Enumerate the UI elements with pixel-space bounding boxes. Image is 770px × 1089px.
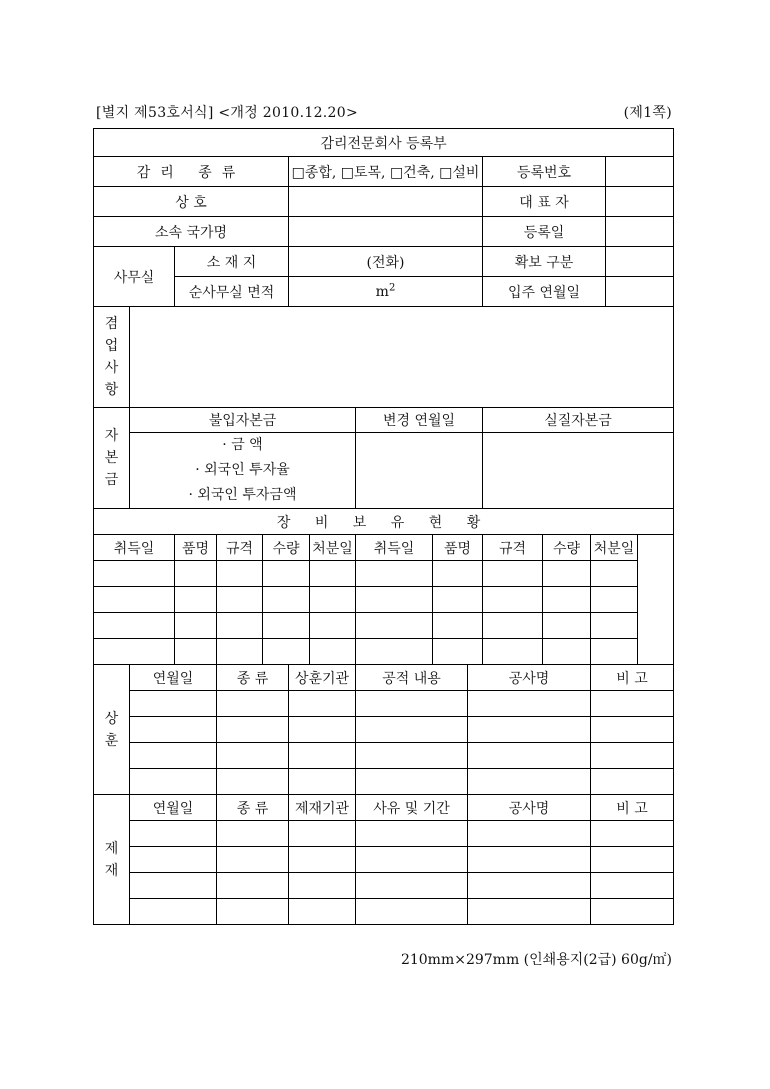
awards-cell[interactable] — [130, 743, 217, 769]
change-date-field[interactable] — [356, 433, 483, 509]
move-in-date-label: 입주 연월일 — [483, 277, 606, 307]
sanctions-col-remarks: 비 고 — [591, 795, 674, 821]
equipment-cell[interactable] — [175, 639, 217, 665]
equipment-col-item: 품명 — [175, 535, 217, 561]
secure-type-label: 확보 구분 — [483, 247, 606, 277]
sanctions-row — [94, 899, 674, 925]
registration-date-label: 등록일 — [483, 217, 606, 247]
equipment-cell[interactable] — [543, 639, 591, 665]
sanctions-cell[interactable] — [217, 873, 289, 899]
awards-cell[interactable] — [591, 717, 674, 743]
move-in-date-field[interactable] — [606, 277, 674, 307]
sanctions-col-type: 종 류 — [217, 795, 289, 821]
equipment-cell[interactable] — [356, 639, 433, 665]
location-field[interactable] — [289, 247, 483, 277]
equipment-cell[interactable] — [543, 587, 591, 613]
country-label: 소속 국가명 — [94, 217, 289, 247]
sanctions-cell[interactable] — [130, 821, 217, 847]
awards-row — [94, 743, 674, 769]
sanctions-row — [94, 873, 674, 899]
side-business-label: 겸 업 사 항 — [94, 307, 130, 408]
equipment-row — [94, 639, 674, 665]
net-office-area-label: 순사무실 면적 — [175, 277, 289, 307]
page-number-label: (제1쪽) — [623, 105, 672, 121]
sanctions-cell[interactable] — [217, 821, 289, 847]
awards-cell[interactable] — [217, 743, 289, 769]
real-capital-field[interactable] — [483, 433, 674, 509]
sanctions-cell[interactable] — [468, 847, 591, 873]
awards-cell[interactable] — [217, 717, 289, 743]
equipment-row — [94, 613, 674, 639]
awards-cell[interactable] — [130, 769, 217, 795]
equipment-cell[interactable] — [217, 561, 263, 587]
awards-cell[interactable] — [289, 743, 356, 769]
sanctions-cell[interactable] — [468, 899, 591, 925]
awards-cell[interactable] — [591, 691, 674, 717]
equipment-cell[interactable] — [263, 561, 310, 587]
equipment-cell[interactable] — [94, 561, 175, 587]
equipment-cell[interactable] — [310, 639, 356, 665]
sanctions-cell[interactable] — [289, 821, 356, 847]
equipment-cell[interactable] — [543, 613, 591, 639]
foreign-investment-amount-item: · 외국인 투자금액 — [188, 487, 297, 503]
equipment-cell[interactable] — [591, 561, 638, 587]
awards-cell[interactable] — [356, 691, 468, 717]
equipment-cell[interactable] — [175, 561, 217, 587]
form-title: 감리전문회사 등록부 — [94, 129, 674, 157]
awards-row — [94, 769, 674, 795]
equipment-cell[interactable] — [433, 561, 483, 587]
sanctions-cell[interactable] — [591, 847, 674, 873]
trade-name-field[interactable] — [289, 187, 483, 217]
supervision-type-label: 감리 종류 — [94, 157, 289, 187]
sanctions-cell[interactable] — [289, 899, 356, 925]
awards-cell[interactable] — [356, 769, 468, 795]
net-office-area-field[interactable] — [289, 277, 483, 307]
capital-amount-item: · 금 액 — [222, 437, 263, 453]
equipment-col-dispose-date: 처분일 — [310, 535, 356, 561]
registration-number-field[interactable] — [606, 157, 674, 187]
awards-cell[interactable] — [468, 743, 591, 769]
office-label: 사무실 — [94, 247, 175, 307]
equipment-cell[interactable] — [310, 561, 356, 587]
equipment-col-spec: 규격 — [217, 535, 263, 561]
trade-name-label: 상 호 — [94, 187, 289, 217]
awards-cell[interactable] — [356, 717, 468, 743]
equipment-cell[interactable] — [217, 613, 263, 639]
equipment-cell[interactable] — [543, 561, 591, 587]
sanctions-cell[interactable] — [356, 873, 468, 899]
equipment-cell[interactable] — [591, 587, 638, 613]
awards-row — [94, 691, 674, 717]
secure-type-field[interactable] — [606, 247, 674, 277]
paid-in-capital-label: 불입자본금 — [130, 408, 356, 433]
equipment-cell[interactable] — [591, 639, 638, 665]
equipment-cell[interactable] — [94, 587, 175, 613]
change-date-label: 변경 연월일 — [356, 408, 483, 433]
sanctions-cell[interactable] — [591, 821, 674, 847]
equipment-cell[interactable] — [591, 613, 638, 639]
equipment-cell[interactable] — [356, 587, 433, 613]
awards-cell[interactable] — [468, 717, 591, 743]
equipment-cell[interactable] — [356, 561, 433, 587]
supervision-type-options[interactable]: □종합, □토목, □건축, □설비 — [289, 157, 483, 187]
equipment-cell[interactable] — [94, 639, 175, 665]
equipment-cell[interactable] — [263, 613, 310, 639]
awards-col-remarks: 비 고 — [591, 665, 674, 691]
equipment-col-acquire-date-2: 취득일 — [356, 535, 433, 561]
equipment-cell[interactable] — [433, 613, 483, 639]
equipment-row — [94, 587, 674, 613]
location-label: 소 재 지 — [175, 247, 289, 277]
registration-form-table — [93, 128, 674, 925]
equipment-col-qty-2: 수량 — [543, 535, 591, 561]
awards-cell[interactable] — [591, 743, 674, 769]
awards-col-project: 공사명 — [468, 665, 591, 691]
awards-col-type: 종 류 — [217, 665, 289, 691]
awards-cell[interactable] — [289, 717, 356, 743]
sanctions-cell[interactable] — [591, 899, 674, 925]
representative-label: 대 표 자 — [483, 187, 606, 217]
awards-cell[interactable] — [356, 743, 468, 769]
capital-label: 자 본 금 — [94, 408, 130, 509]
area-unit: $m^2$ — [375, 282, 396, 301]
equipment-cell[interactable] — [94, 613, 175, 639]
sanctions-cell[interactable] — [591, 873, 674, 899]
sanctions-cell[interactable] — [468, 821, 591, 847]
equipment-cell[interactable] — [310, 613, 356, 639]
paper-spec-footer: 210mm×297mm (인쇄용지(2급) 60g/㎡) — [400, 952, 672, 968]
equipment-cell[interactable] — [356, 613, 433, 639]
equipment-cell[interactable] — [483, 587, 543, 613]
awards-cell[interactable] — [591, 769, 674, 795]
equipment-col-spec-2: 규격 — [483, 535, 543, 561]
sanctions-cell[interactable] — [130, 899, 217, 925]
equipment-col-qty: 수량 — [263, 535, 310, 561]
awards-label: 상 훈 — [94, 665, 130, 795]
equipment-col-item-2: 품명 — [433, 535, 483, 561]
awards-cell[interactable] — [468, 691, 591, 717]
awards-cell[interactable] — [468, 769, 591, 795]
sanctions-cell[interactable] — [356, 899, 468, 925]
equipment-section-title: 장 비 보 유 현 황 — [94, 509, 674, 535]
paid-in-capital-field[interactable] — [130, 433, 356, 509]
representative-field[interactable] — [606, 187, 674, 217]
sanctions-cell[interactable] — [130, 847, 217, 873]
registration-number-label: 등록번호 — [483, 157, 606, 187]
sanctions-label: 제 재 — [94, 795, 130, 925]
awards-col-agency: 상훈기관 — [289, 665, 356, 691]
equipment-cell[interactable] — [483, 561, 543, 587]
equipment-cell[interactable] — [310, 587, 356, 613]
sanctions-col-reason: 사유 및 기간 — [356, 795, 468, 821]
equipment-col-dispose-date-2: 처분일 — [591, 535, 638, 561]
country-field[interactable] — [289, 217, 483, 247]
sanctions-row — [94, 847, 674, 873]
real-capital-label: 실질자본금 — [483, 408, 674, 433]
sanctions-cell[interactable] — [217, 899, 289, 925]
sanctions-row — [94, 821, 674, 847]
awards-cell[interactable] — [217, 691, 289, 717]
sanctions-cell[interactable] — [356, 847, 468, 873]
registration-date-field[interactable] — [606, 217, 674, 247]
sanctions-cell[interactable] — [356, 821, 468, 847]
form-number-label: [별지 제53호서식] <개정 2010.12.20> — [96, 105, 358, 121]
equipment-cell[interactable] — [217, 587, 263, 613]
sanctions-col-agency: 제재기관 — [289, 795, 356, 821]
equipment-cell[interactable] — [483, 613, 543, 639]
awards-cell[interactable] — [130, 717, 217, 743]
sanctions-col-project: 공사명 — [468, 795, 591, 821]
awards-col-merit: 공적 내용 — [356, 665, 468, 691]
sanctions-cell[interactable] — [217, 847, 289, 873]
awards-col-date: 연월일 — [130, 665, 217, 691]
sanctions-col-date: 연월일 — [130, 795, 217, 821]
equipment-row — [94, 561, 674, 587]
sanctions-cell[interactable] — [289, 873, 356, 899]
awards-row — [94, 717, 674, 743]
equipment-col-acquire-date: 취득일 — [94, 535, 175, 561]
awards-cell[interactable] — [217, 769, 289, 795]
awards-cell[interactable] — [289, 691, 356, 717]
equipment-cell[interactable] — [433, 639, 483, 665]
equipment-cell[interactable] — [433, 587, 483, 613]
equipment-cell[interactable] — [217, 639, 263, 665]
awards-cell[interactable] — [289, 769, 356, 795]
phone-label: (전화) — [366, 254, 405, 271]
equipment-cell[interactable] — [263, 587, 310, 613]
sanctions-cell[interactable] — [468, 873, 591, 899]
sanctions-cell[interactable] — [130, 873, 217, 899]
awards-cell[interactable] — [130, 691, 217, 717]
equipment-cell[interactable] — [175, 587, 217, 613]
side-business-field[interactable] — [130, 307, 674, 408]
sanctions-cell[interactable] — [289, 847, 356, 873]
equipment-cell[interactable] — [175, 613, 217, 639]
equipment-cell[interactable] — [483, 639, 543, 665]
equipment-cell[interactable] — [263, 639, 310, 665]
foreign-investment-rate-item: · 외국인 투자율 — [195, 462, 290, 478]
